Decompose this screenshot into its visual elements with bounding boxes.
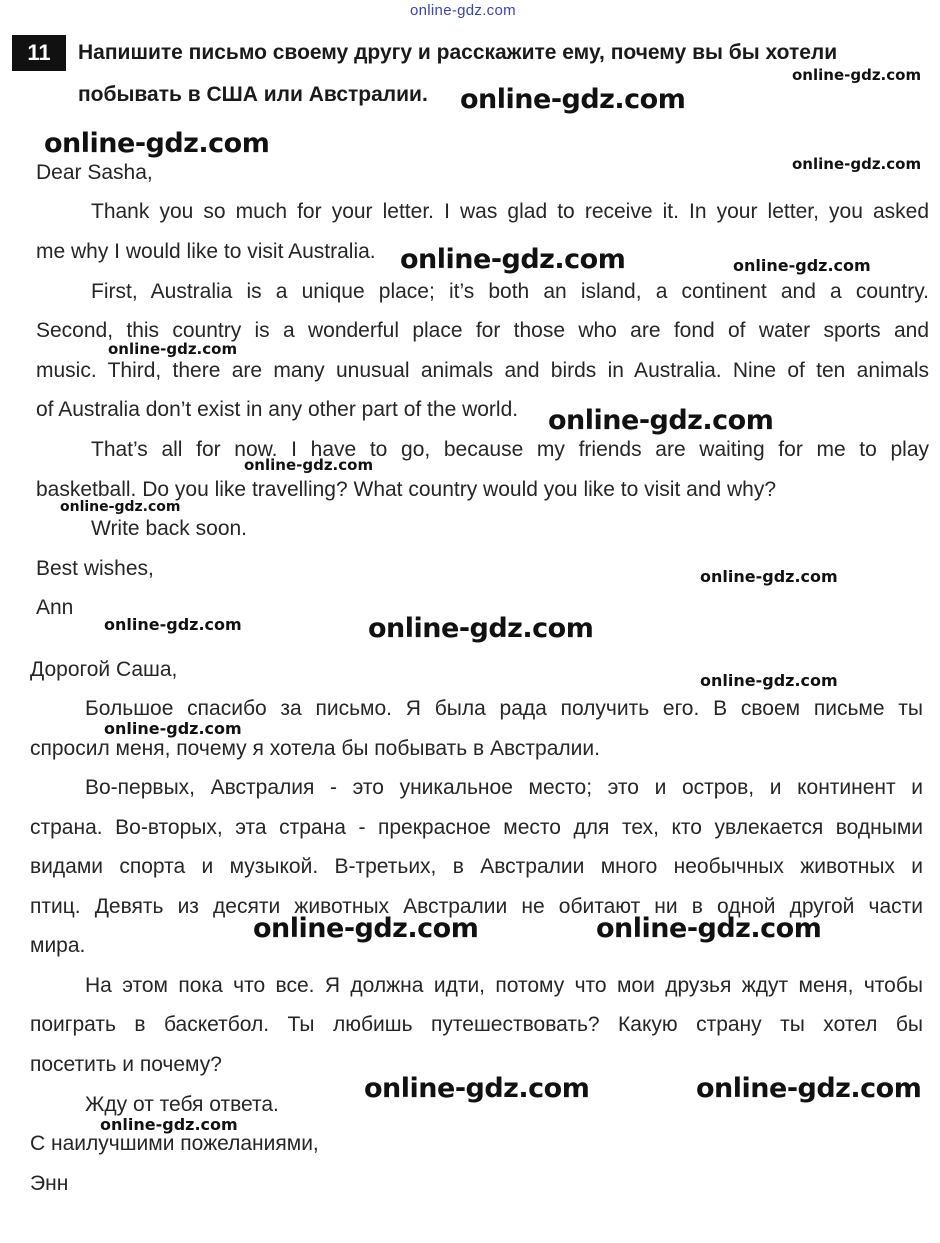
watermark: online-gdz.com bbox=[60, 499, 181, 515]
en-p2-line-1: First, Australia is a unique place; it’s both an island, a continent and a country. bbox=[91, 280, 929, 303]
watermark: online-gdz.com bbox=[700, 567, 838, 586]
watermark: online-gdz.com bbox=[733, 256, 871, 275]
en-p3-line-2: basketball. Do you like travelling? What country would you like to visit and why? bbox=[36, 478, 777, 501]
watermark: online-gdz.com bbox=[368, 613, 594, 644]
watermark: online-gdz.com bbox=[696, 1073, 922, 1104]
ru-closing: С наилучшими пожеланиями, bbox=[30, 1132, 319, 1155]
ru-p1-line-1: Большое спасибо за письмо. Я была рада получить его. В своем письме ты bbox=[85, 697, 923, 720]
ru-p3-line-1: На этом пока что все. Я должна идти, потому что мои друзья ждут меня, чтобы bbox=[85, 974, 923, 997]
ru-p2-line-5: мира. bbox=[30, 934, 86, 957]
en-write-back: Write back soon. bbox=[91, 517, 248, 540]
ru-p3-line-3: посетить и почему? bbox=[30, 1053, 222, 1076]
ru-p2-line-2: страна. Во-вторых, эта страна - прекрасное место для тех, кто увлекается водными bbox=[30, 816, 923, 839]
watermark: online-gdz.com bbox=[364, 1073, 590, 1104]
ru-signature: Энн bbox=[30, 1172, 69, 1195]
watermark: online-gdz.com bbox=[792, 66, 922, 84]
ru-p1-line-2: спросил меня, почему я хотела бы побывать в Австралии. bbox=[30, 737, 600, 760]
en-signature: Ann bbox=[36, 596, 74, 619]
en-closing: Best wishes, bbox=[36, 557, 154, 580]
en-greeting: Dear Sasha, bbox=[36, 161, 153, 184]
ru-p2-line-4: птиц. Девять из десяти животных Австралии не обитают ни в одной другой части bbox=[30, 895, 923, 918]
watermark: online-gdz.com bbox=[596, 913, 822, 944]
site-watermark: online-gdz.com bbox=[410, 2, 516, 19]
en-p2-line-2: Second, this country is a wonderful place for those who are fond of water sports and bbox=[36, 319, 929, 342]
watermark: online-gdz.com bbox=[700, 671, 838, 690]
ru-p2-line-1: Во-первых, Австралия - это уникальное место; это и остров, и континент и bbox=[85, 776, 923, 799]
en-p2-line-4: of Australia don’t exist in any other part of the world. bbox=[36, 398, 519, 421]
task-number: 11 bbox=[27, 40, 51, 65]
watermark: online-gdz.com bbox=[253, 913, 479, 944]
watermark: online-gdz.com bbox=[792, 155, 922, 173]
watermark: online-gdz.com bbox=[548, 405, 774, 436]
en-p1-line-1: Thank you so much for your letter. I was glad to receive it. In your letter, you asked bbox=[91, 200, 929, 223]
watermark: online-gdz.com bbox=[44, 128, 270, 159]
watermark: online-gdz.com bbox=[460, 84, 686, 115]
ru-write-back: Жду от тебя ответа. bbox=[85, 1093, 279, 1116]
task-text-line-2: побывать в США или Австралии. bbox=[78, 83, 428, 106]
watermark: online-gdz.com bbox=[104, 719, 242, 738]
task-text-line-1: Напишите письмо своему другу и расскажите ему, почему вы бы хотели bbox=[78, 41, 838, 64]
watermark: online-gdz.com bbox=[244, 456, 374, 474]
ru-p3-line-2: поиграть в баскетбол. Ты любишь путешествовать? Какую страну ты хотел бы bbox=[30, 1013, 923, 1036]
watermark: online-gdz.com bbox=[108, 340, 238, 358]
en-p3-line-1: That’s all for now. I have to go, because my friends are waiting for me to play bbox=[91, 438, 929, 461]
en-p1-line-2: me why I would like to visit Australia. bbox=[36, 240, 376, 263]
ru-p2-line-3: видами спорта и музыкой. В-третьих, в Австралии много необычных животных и bbox=[30, 855, 923, 878]
task-number-badge bbox=[12, 35, 66, 71]
ru-greeting: Дорогой Саша, bbox=[30, 658, 178, 681]
watermark: online-gdz.com bbox=[104, 615, 242, 634]
en-p2-line-3: music. Third, there are many unusual animals and birds in Australia. Nine of ten animals bbox=[36, 359, 929, 382]
watermark: online-gdz.com bbox=[400, 244, 626, 275]
watermark: online-gdz.com bbox=[100, 1115, 238, 1134]
